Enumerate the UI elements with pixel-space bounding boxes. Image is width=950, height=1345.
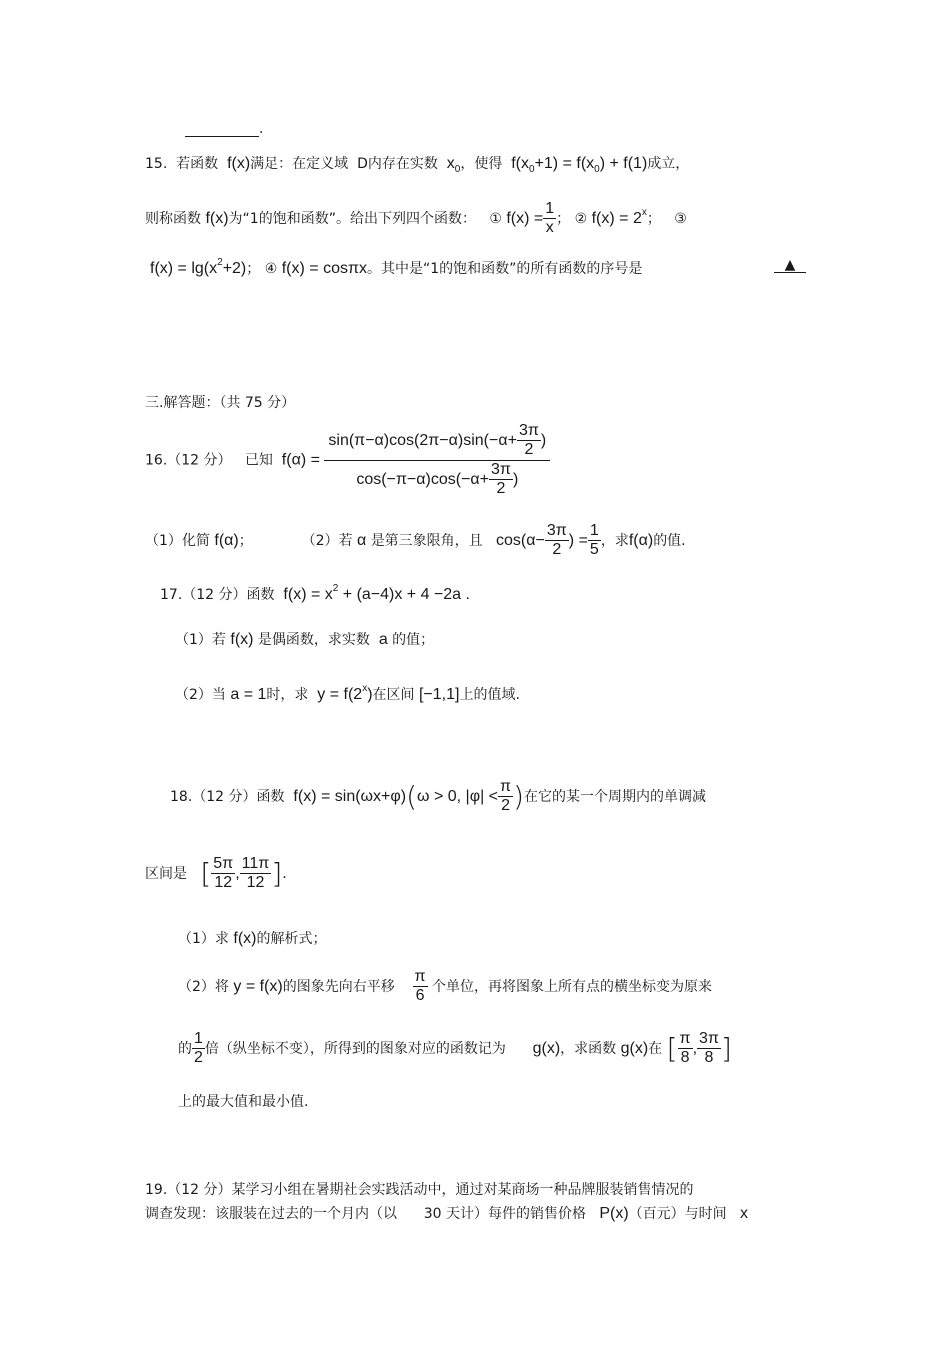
q18-part2-end: 上的最大值和最小值.: [178, 1094, 309, 1110]
q15-line2: 则称函数 f(x)为“1的饱和函数”。给出下列四个函数： ① f(x) = $\frac{1}{x}$ ； ② $f(x) = 2^x$； ③: [145, 200, 687, 237]
q19-line2: 调查发现：该服装在过去的一个月内（以 30 天计）每件的销售价格 P(x)（百元）与时间 x: [145, 1205, 749, 1222]
triangle-icon: ▲: [784, 257, 796, 273]
answer-blank-15: [774, 258, 806, 273]
q18-interval: 区间是 [ $\frac{5\pi}{12}$ , $\frac{11\pi}{12}$ ].: [145, 855, 287, 892]
q17-part1: （1）若 f(x) 是偶函数，求实数 a 的值；: [175, 631, 435, 648]
q17-part2: （2）当 a = 1时，求 $y = f(2^x)$在区间 [−1,1]上的值域.: [175, 683, 520, 703]
q15-line3: $f(x) = \lg(x^2+2)$； ④ f(x) = cosπx。其中是“1的饱和函数”的所有函数的序号是: [150, 257, 643, 277]
section-heading: 三.解答题：（共 75 分）: [145, 395, 296, 411]
q15-line1: 15. 若函数 f(x)满足：在定义域 D内存在实数 $x_0$，使得 $f(x_0+1) = f(x_0) + f(1)$成立，: [145, 155, 690, 175]
q18-part2: （2）将 y = f(x)的图象先向右平移 $\frac{\pi}{6}$ 个单位，再将图象上所有点的横坐标变为原来: [178, 968, 713, 1005]
q18-statement: 18.（12 分）函数 f(x) = sin(ωx+φ)(ω > 0, |φ| < $\frac{\pi}{2}$ )在它的某一个周期内的单调减: [170, 778, 707, 815]
q18-part2-cont: 的 $\frac{1}{2}$ 倍（纵坐标不变），所得到的图象对应的函数记为 g(x)，求函数 g(x)在 [ $\frac{\pi}{8}$ , $\frac{3\pi}{8}$ ]: [178, 1030, 732, 1067]
q16-parts: （1）化简 f(α)； （2）若 α 是第三象限角，且 cos(α− $\frac{3\pi}{2}$ ) = $\frac{1}{5}$ ，求f(α)的值.: [145, 522, 686, 559]
q17-statement: 17.（12 分）函数 $f(x) = x^2 + (a-4)x + 4 -2a$ .: [160, 583, 470, 603]
q18-part1: （1）求 f(x)的解析式；: [178, 930, 327, 947]
q16-statement: 16.（12 分） 已知 f(α) = sin(π−α)cos(2π−α)sin(−α+ $\frac{3\pi}{2}$ ) cos(−π−α)cos(−α+ $\frac{3\pi}{2}$ ): [145, 422, 550, 499]
q19-line1: 19.（12 分）某学习小组在暑期社会实践活动中，通过对某商场一种品牌服装销售情况的: [145, 1182, 694, 1198]
answer-blank-top: .: [185, 122, 263, 137]
q16-fraction: sin(π−α)cos(2π−α)sin(−α+ $\frac{3\pi}{2}$ ) cos(−π−α)cos(−α+ $\frac{3\pi}{2}$ ): [324, 422, 550, 499]
